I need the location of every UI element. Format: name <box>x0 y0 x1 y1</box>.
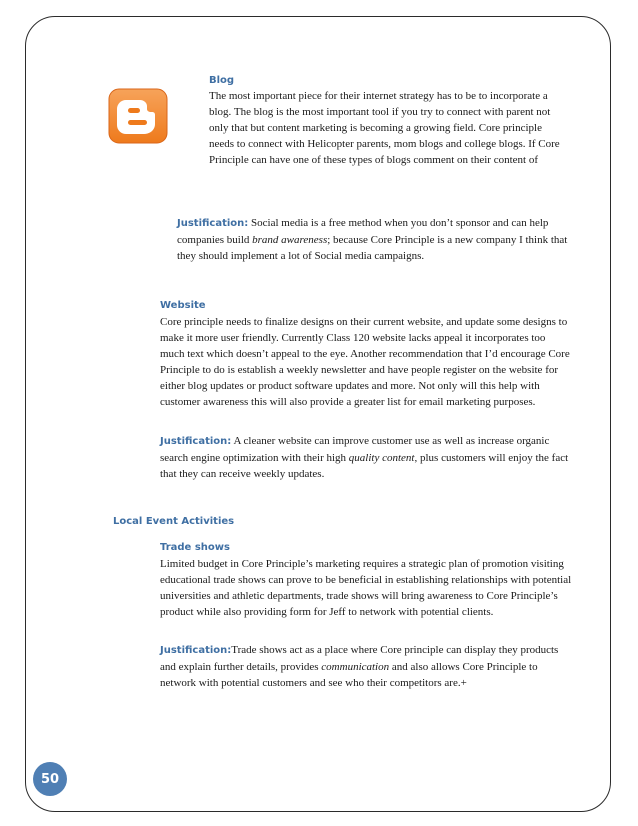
justification-text: and also allows Core Principle to network with potential customers and see who their competitors are.+ <box>160 661 538 689</box>
justification-label: Justification: <box>160 645 232 656</box>
website-heading: Website <box>160 300 206 311</box>
justification-text: Trade shows act as a place where Core principle can display they products and explain further details, provides <box>160 644 559 673</box>
social-justification-paragraph <box>177 215 569 264</box>
justification-text: A cleaner website can improve customer use as well as increase organic search engine optimization with their high <box>160 435 550 464</box>
blog-paragraph: The most important piece for their internet strategy has to be to incorporate a blog. The blog is the most important tool if you try to connect with parent not only that but content marketing is becoming a growing field. Core principle needs to connect with Helicopter parents, mom blogs and college blogs. If Core Principle can have one of these types of blogs comment on their content of <box>209 90 560 166</box>
justification-label: Justification: <box>160 436 232 447</box>
justification-emphasis: quality content <box>348 452 415 464</box>
local-event-activities-heading: Local Event Activities <box>113 516 235 527</box>
justification-emphasis: communication <box>321 661 390 673</box>
website-justification-paragraph <box>160 433 572 482</box>
justification-text: , plus customers will enjoy the fact that they can receive weekly updates. <box>160 452 569 480</box>
justification-text: ; because Core Principle is a new company I think that they should implement a lot of Social media campaigns. <box>177 234 568 262</box>
page-number-badge: 50 <box>33 762 67 796</box>
trade-shows-justification-paragraph <box>160 642 572 691</box>
justification-emphasis: brand awareness <box>252 234 328 246</box>
justification-text: Social media is a free method when you don’t sponsor and can help companies build <box>177 217 549 246</box>
blogger-logo-icon <box>108 88 168 144</box>
trade-shows-heading: Trade shows <box>160 542 230 553</box>
blog-heading: Blog <box>209 75 235 86</box>
website-paragraph: Core principle needs to finalize designs on their current website, and update some designs to make it more user friendly. Currently Class 120 website lacks appeal it incorporates too much text which doesn’t appeal to the eye. Another recommendation that I’d encourage Core Principle to do is establish a weekly newsletter and have people register on the website for either blog updates or product software updates and more. Not only will this help with customer awareness this will also provide a greater list for email marketing purposes. <box>160 316 570 408</box>
trade-shows-paragraph: Limited budget in Core Principle’s marketing requires a strategic plan of promotion visiting educational trade shows can prove to be beneficial in establishing relationships with potential universities and athletic departments, trade shows will bring awareness to Core Principle’s product while also providing form for Jeff to network with potential clients. <box>160 558 572 618</box>
justification-label: Justification: <box>177 218 249 229</box>
